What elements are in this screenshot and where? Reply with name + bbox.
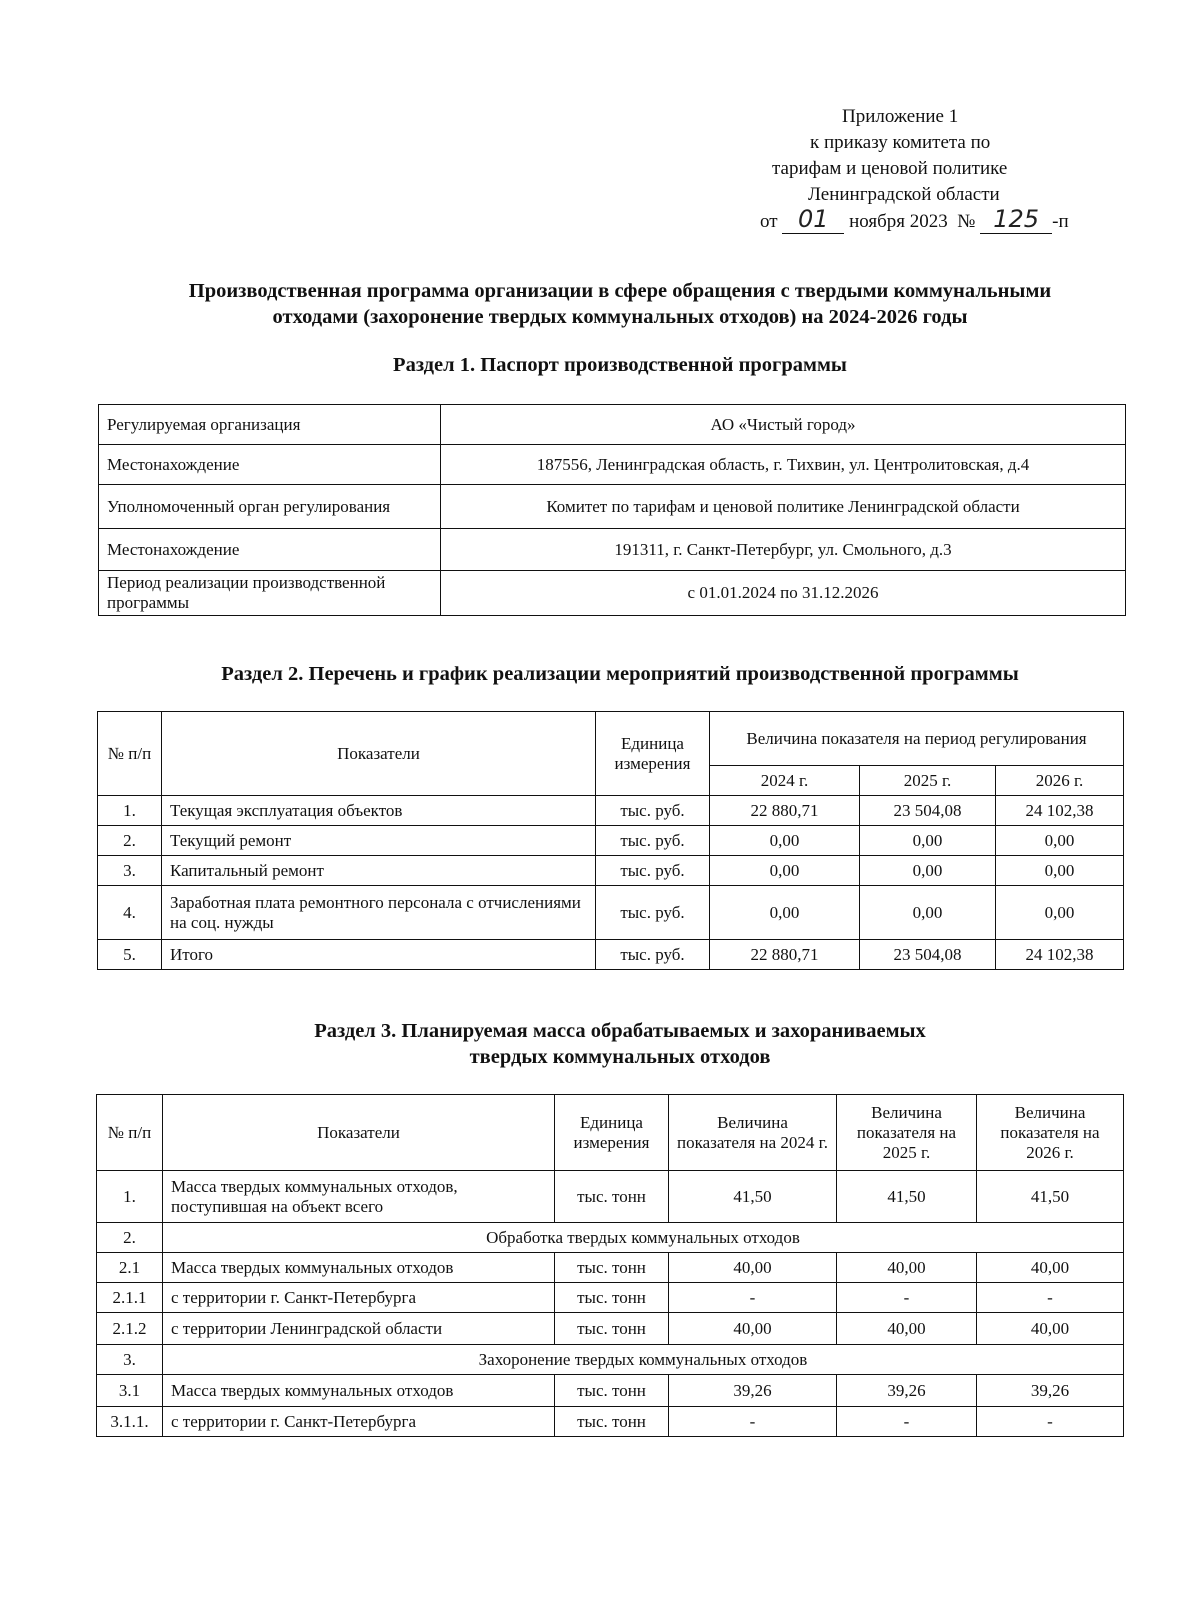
col-2025-header: Величина показателя на 2025 г. (837, 1095, 977, 1171)
group-name: Захоронение твердых коммунальных отходов (163, 1345, 1124, 1375)
passport-value: Комитет по тарифам и ценовой политике Ленинградской области (441, 485, 1126, 529)
col-2026-header: Величина показателя на 2026 г. (977, 1095, 1124, 1171)
col-num-header: № п/п (97, 1095, 163, 1171)
value-2024: 40,00 (669, 1313, 837, 1345)
value-2024: 39,26 (669, 1375, 837, 1407)
row-unit: тыс. тонн (555, 1171, 669, 1223)
section3-heading-line-2: твердых коммунальных отходов (469, 1046, 771, 1068)
waste-header-row (97, 1095, 1124, 1171)
row-num: 2.1.1 (97, 1283, 163, 1313)
passport-label: Местонахождение (99, 529, 441, 571)
passport-label: Регулируемая организация (99, 405, 441, 445)
value-2026: 40,00 (977, 1253, 1124, 1283)
value-2025: 23 504,08 (860, 940, 996, 970)
row-num: 1. (98, 796, 162, 826)
section2-heading: Раздел 2. Перечень и график реализации мероприятий производственной программы (221, 663, 1019, 685)
appendix-header (760, 104, 1160, 235)
table-row (97, 1407, 1124, 1437)
passport-value: с 01.01.2024 по 31.12.2026 (441, 571, 1126, 616)
year-2024-header: 2024 г. (710, 766, 860, 796)
row-name: Масса твердых коммунальных отходов (163, 1253, 555, 1283)
row-name: с территории г. Санкт-Петербурга (163, 1407, 555, 1437)
passport-value: 191311, г. Санкт-Петербург, ул. Смольного, д.3 (441, 529, 1126, 571)
row-num: 3.1.1. (97, 1407, 163, 1437)
passport-row (99, 529, 1126, 571)
row-unit: тыс. тонн (555, 1283, 669, 1313)
row-name: Текущий ремонт (162, 826, 596, 856)
table-row (98, 856, 1124, 886)
value-2025: 0,00 (860, 856, 996, 886)
table-row-total (98, 940, 1124, 970)
value-2025: 0,00 (860, 826, 996, 856)
section1-heading: Раздел 1. Паспорт производственной программы (393, 354, 847, 376)
table-row (97, 1375, 1124, 1407)
passport-row (99, 485, 1126, 529)
appendix-line-3: тарифам и ценовой политике (772, 158, 1008, 179)
value-2024: 0,00 (710, 886, 860, 940)
passport-row (99, 445, 1126, 485)
value-2024: 22 880,71 (710, 796, 860, 826)
row-name: Итого (162, 940, 596, 970)
table-row (98, 826, 1124, 856)
year-2026-header: 2026 г. (996, 766, 1124, 796)
date-month-year: ноября 2023 (849, 211, 948, 232)
value-2024: 22 880,71 (710, 940, 860, 970)
value-2024: 40,00 (669, 1253, 837, 1283)
passport-value: АО «Чистый город» (441, 405, 1126, 445)
appendix-line-4: Ленинградской области (808, 184, 1000, 205)
value-2024: - (669, 1283, 837, 1313)
table-row (98, 886, 1124, 940)
measures-table (97, 711, 1124, 970)
row-num: 2.1 (97, 1253, 163, 1283)
row-num: 4. (98, 886, 162, 940)
row-name: с территории г. Санкт-Петербурга (163, 1283, 555, 1313)
row-name: Текущая эксплуатация объектов (162, 796, 596, 826)
col-unit-header: Единица измерения (555, 1095, 669, 1171)
section3-heading (80, 1018, 1160, 1070)
group-name: Обработка твердых коммунальных отходов (163, 1223, 1124, 1253)
row-name: Капитальный ремонт (162, 856, 596, 886)
value-2026: 0,00 (996, 886, 1124, 940)
value-2024: 41,50 (669, 1171, 837, 1223)
value-2026: - (977, 1407, 1124, 1437)
row-num: 1. (97, 1171, 163, 1223)
date-day-field (782, 205, 844, 234)
row-num: 2. (98, 826, 162, 856)
row-unit: тыс. руб. (596, 796, 710, 826)
value-2025: 40,00 (837, 1253, 977, 1283)
col-num-header: № п/п (98, 712, 162, 796)
waste-mass-table (96, 1094, 1124, 1437)
col-indicator-header: Показатели (162, 712, 596, 796)
value-2026: 24 102,38 (996, 940, 1124, 970)
row-unit: тыс. руб. (596, 826, 710, 856)
row-num: 3.1 (97, 1375, 163, 1407)
passport-row (99, 571, 1126, 616)
col-unit-header: Единица измерения (596, 712, 710, 796)
order-number-field (980, 205, 1052, 234)
passport-row (99, 405, 1126, 445)
value-2025: 23 504,08 (860, 796, 996, 826)
row-num: 2.1.2 (97, 1313, 163, 1345)
value-2025: - (837, 1407, 977, 1437)
value-2026: 40,00 (977, 1313, 1124, 1345)
row-name: Заработная плата ремонтного персонала с отчислениями на соц. нужды (162, 886, 596, 940)
section3-heading-line-1: Раздел 3. Планируемая масса обрабатываемых и захораниваемых (314, 1020, 926, 1042)
value-2025: 41,50 (837, 1171, 977, 1223)
row-num: 2. (97, 1223, 163, 1253)
document-title-line-1: Производственная программа организации в сфере обращения с твердыми коммунальными (188, 280, 1052, 302)
year-2025-header: 2025 г. (860, 766, 996, 796)
passport-label: Период реализации производственной программы (99, 571, 441, 616)
col-period-header: Величина показателя на период регулирования (710, 712, 1124, 766)
value-2026: 41,50 (977, 1171, 1124, 1223)
row-name: Масса твердых коммунальных отходов, поступившая на объект всего (163, 1171, 555, 1223)
document-title-line-2: отходами (захоронение твердых коммунальных отходов) на 2024-2026 годы (272, 306, 968, 328)
row-unit: тыс. руб. (596, 940, 710, 970)
value-2026: - (977, 1283, 1124, 1313)
passport-value: 187556, Ленинградская область, г. Тихвин, ул. Центролитовская, д.4 (441, 445, 1126, 485)
row-unit: тыс. тонн (555, 1313, 669, 1345)
passport-label: Уполномоченный орган регулирования (99, 485, 441, 529)
group-row (97, 1345, 1124, 1375)
value-2025: 39,26 (837, 1375, 977, 1407)
order-number: 125 (993, 205, 1040, 233)
appendix-line-2: к приказу комитета по (810, 132, 991, 153)
row-unit: тыс. руб. (596, 886, 710, 940)
value-2026: 24 102,38 (996, 796, 1124, 826)
measures-header-row (98, 712, 1124, 766)
row-name: Масса твердых коммунальных отходов (163, 1375, 555, 1407)
row-name: с территории Ленинградской области (163, 1313, 555, 1345)
table-row (97, 1283, 1124, 1313)
col-indicator-header: Показатели (163, 1095, 555, 1171)
row-unit: тыс. тонн (555, 1375, 669, 1407)
row-num: 3. (98, 856, 162, 886)
table-row (97, 1253, 1124, 1283)
row-num: 5. (98, 940, 162, 970)
value-2025: - (837, 1283, 977, 1313)
value-2025: 0,00 (860, 886, 996, 940)
document-title (80, 278, 1160, 330)
col-2024-header: Величина показателя на 2024 г. (669, 1095, 837, 1171)
number-suffix: -п (1052, 211, 1069, 232)
group-row (97, 1223, 1124, 1253)
appendix-line-1: Приложение 1 (842, 106, 959, 127)
table-row (98, 796, 1124, 826)
value-2026: 0,00 (996, 826, 1124, 856)
date-day: 01 (798, 205, 829, 233)
value-2024: 0,00 (710, 856, 860, 886)
passport-table (98, 404, 1126, 616)
value-2024: 0,00 (710, 826, 860, 856)
number-prefix: № (957, 211, 976, 232)
table-row (97, 1313, 1124, 1345)
value-2026: 39,26 (977, 1375, 1124, 1407)
table-row (97, 1171, 1124, 1223)
row-unit: тыс. руб. (596, 856, 710, 886)
date-prefix: от (760, 211, 778, 232)
value-2025: 40,00 (837, 1313, 977, 1345)
appendix-date-line (760, 205, 1160, 235)
value-2024: - (669, 1407, 837, 1437)
row-num: 3. (97, 1345, 163, 1375)
value-2026: 0,00 (996, 856, 1124, 886)
row-unit: тыс. тонн (555, 1407, 669, 1437)
row-unit: тыс. тонн (555, 1253, 669, 1283)
passport-label: Местонахождение (99, 445, 441, 485)
